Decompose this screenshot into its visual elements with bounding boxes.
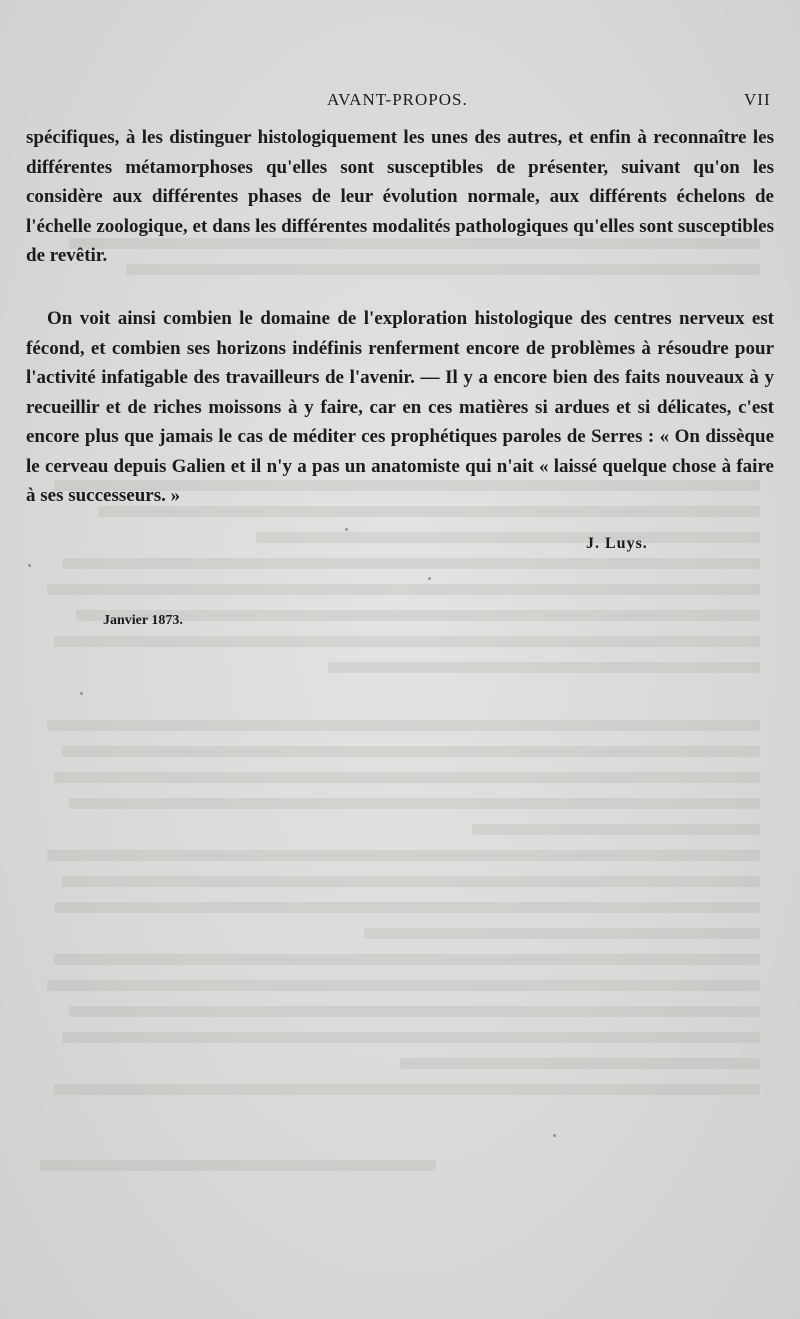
author-signature: J. Luys. bbox=[586, 535, 648, 552]
paper-speck bbox=[428, 577, 431, 580]
show-through-text bbox=[40, 480, 760, 700]
running-head-title: AVANT-PROPOS. bbox=[327, 90, 468, 109]
paper-speck bbox=[28, 564, 31, 567]
running-head bbox=[0, 90, 800, 114]
show-through-footnote bbox=[40, 1160, 760, 1190]
paragraph-2: On voit ainsi combien le domaine de l'exploration histologique des centres nerveux est fécond, et combien ses horizons indéfinis renferment encore de problèmes à résoudre pour l'activité infatigable des travailleurs de l'avenir. — Il y a encore bien des faits nouveaux à y recueillir et de riches moissons à y faire, car en ces matières si ardues et si délicates, c'est encore plus que jamais le cas de méditer ces prophétiques paroles de Serres : « On dissèque le cerveau depuis Galien et il n'y a pas un anatomiste qui n'ait « laissé quelque chose à faire à ses successeurs. » bbox=[26, 308, 774, 506]
paragraph-1: spécifiques, à les distinguer histologiquement les unes des autres, et enfin à reconnaître les différentes métamorphoses qu'elles sont susceptibles de présenter, suivant qu'on les considère aux différentes phases de leur évolution normale, aux différents échelons de l'échelle zoologique, et dans les différentes modalités pathologiques qu'elles sont susceptibles de revêtir. bbox=[26, 127, 774, 266]
show-through-text bbox=[40, 720, 760, 1120]
date-line: Janvier 1873. bbox=[103, 613, 183, 628]
paper-speck bbox=[345, 528, 348, 531]
paper-speck bbox=[80, 692, 83, 695]
paper-speck bbox=[553, 1134, 556, 1137]
page-number: VII bbox=[744, 90, 771, 109]
